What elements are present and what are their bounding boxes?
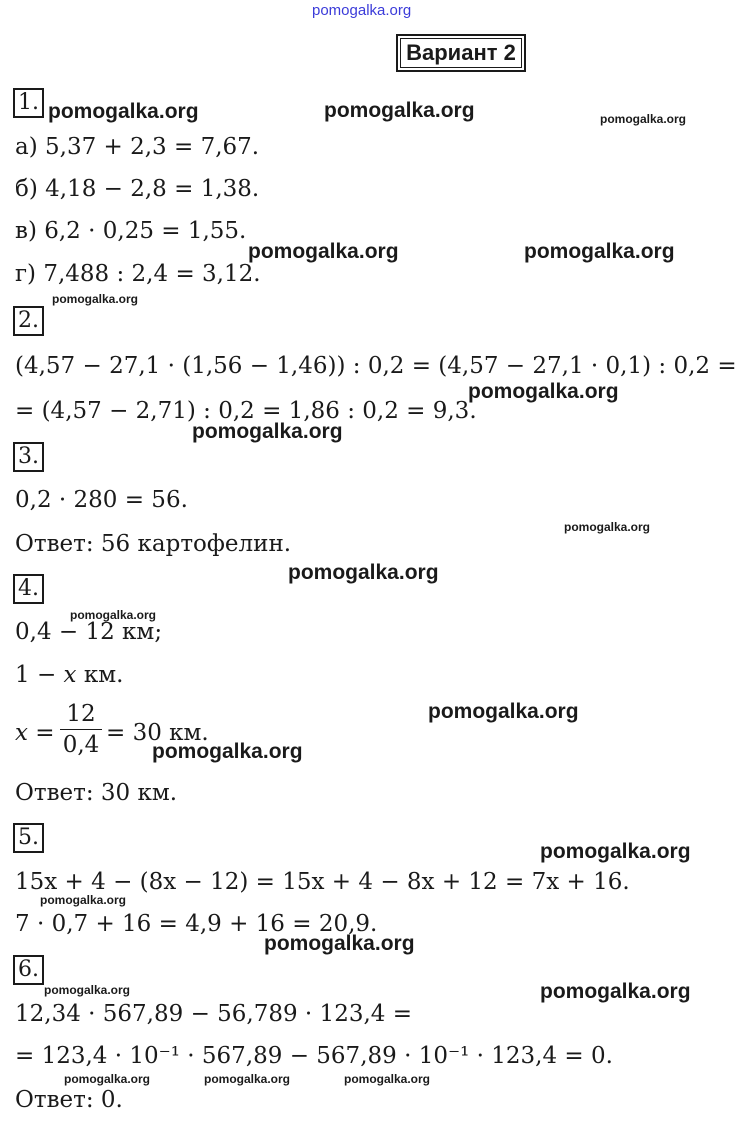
task6-line-2: = 123,4 · 10⁻¹ · 567,89 − 567,89 · 10⁻¹ · 123,4 = 0. (15, 1043, 613, 1069)
task1-line-c: в) 6,2 · 0,25 = 1,55. (15, 218, 247, 244)
watermark: pomogalka.org (564, 520, 651, 534)
task-number-4: 4. (13, 574, 44, 604)
fraction-bar (60, 729, 102, 730)
task3-answer: Ответ: 56 картофелин. (15, 531, 292, 557)
watermark: pomogalka.org (288, 561, 439, 584)
watermark: pomogalka.org (70, 608, 157, 622)
watermark: pomogalka.org (428, 700, 579, 723)
task-number-2: 2. (13, 306, 44, 336)
watermark: pomogalka.org (52, 292, 139, 306)
task2-line-2: = (4,57 − 2,71) : 0,2 = 1,86 : 0,2 = 9,3. (15, 398, 477, 424)
watermark: pomogalka.org (468, 380, 619, 403)
task4-equation-lhs: x = (15, 720, 55, 746)
task1-line-b: б) 4,18 − 2,8 = 1,38. (15, 176, 260, 202)
task1-line-d: г) 7,488 : 2,4 = 3,12. (15, 261, 261, 287)
watermark: pomogalka.org (40, 893, 127, 907)
task4-answer: Ответ: 30 км. (15, 780, 178, 806)
watermark: pomogalka.org (44, 983, 131, 997)
watermark: pomogalka.org (524, 240, 675, 263)
task5-line-1: 15x + 4 − (8x − 12) = 15x + 4 − 8x + 12 = 7x + 16. (15, 869, 630, 895)
watermark: pomogalka.org (324, 99, 475, 122)
watermark: pomogalka.org (540, 980, 691, 1003)
task-number-5: 5. (13, 823, 44, 853)
watermark: pomogalka.org (192, 420, 343, 443)
variant-title: Вариант 2 (396, 34, 526, 72)
watermark: pomogalka.org (204, 1072, 291, 1086)
watermark: pomogalka.org (540, 840, 691, 863)
watermark: pomogalka.org (344, 1072, 431, 1086)
site-link[interactable]: pomogalka.org (312, 2, 412, 19)
watermark: pomogalka.org (152, 740, 303, 763)
task4-equation-result: = 30 км. (106, 720, 209, 746)
task4-fraction (60, 700, 102, 759)
watermark: pomogalka.org (64, 1072, 151, 1086)
task4-line-1: 0,4 − 12 км; (15, 619, 163, 645)
task-number-3: 3. (13, 442, 44, 472)
task4-line-2: 1 − x км. (15, 662, 124, 688)
watermark: pomogalka.org (248, 240, 399, 263)
watermark: pomogalka.org (264, 932, 415, 955)
task2-line-1: (4,57 − 27,1 · (1,56 − 1,46)) : 0,2 = (4,57 − 27,1 · 0,1) : 0,2 = (15, 353, 737, 379)
task5-line-2: 7 · 0,7 + 16 = 4,9 + 16 = 20,9. (15, 911, 378, 937)
watermark: pomogalka.org (48, 100, 199, 123)
watermark: pomogalka.org (600, 112, 687, 126)
task-number-6: 6. (13, 955, 44, 985)
task3-line-1: 0,2 · 280 = 56. (15, 487, 188, 513)
task-number-1: 1. (13, 88, 44, 118)
fraction-numerator: 12 (66, 701, 96, 727)
task1-line-a: а) 5,37 + 2,3 = 7,67. (15, 134, 260, 160)
task6-line-1: 12,34 · 567,89 − 56,789 · 123,4 = (15, 1001, 412, 1027)
fraction-denominator: 0,4 (62, 732, 100, 758)
task6-answer: Ответ: 0. (15, 1087, 123, 1113)
